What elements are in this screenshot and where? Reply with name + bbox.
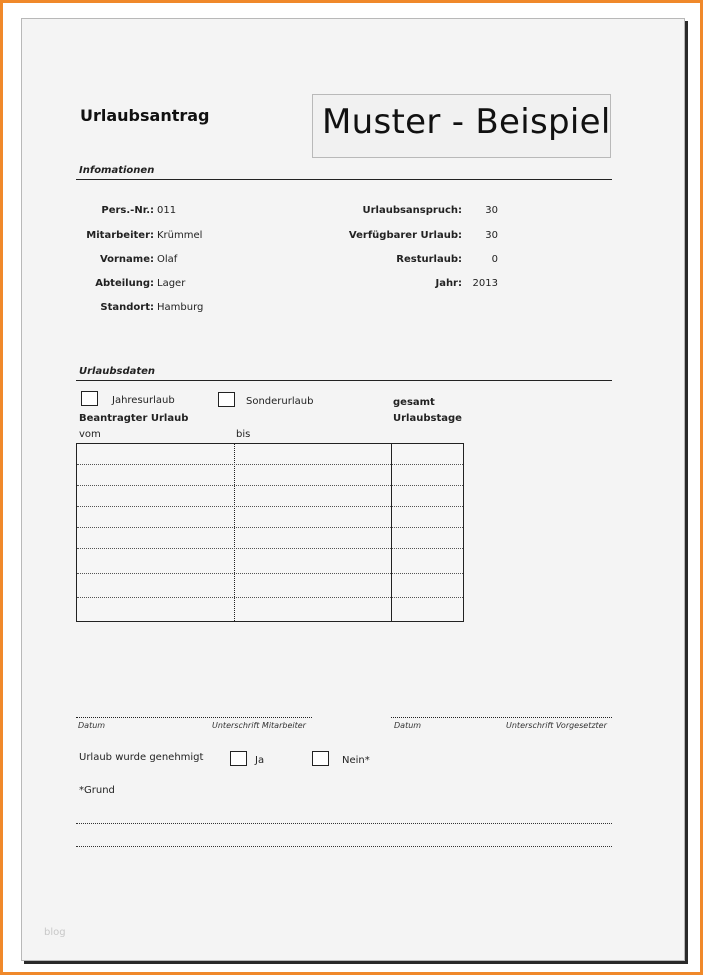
label-standort: Standort: bbox=[100, 302, 154, 313]
label-urlaubstage: Urlaubstage bbox=[393, 413, 462, 424]
label-approval-question: Urlaub wurde genehmigt bbox=[79, 752, 204, 763]
label-jahr: Jahr: bbox=[435, 278, 462, 289]
label-signature-supervisor: Unterschrift Vorgesetzter bbox=[506, 721, 607, 730]
label-verfuegbarer-urlaub: Verfügbarer Urlaub: bbox=[348, 230, 462, 241]
table-row bbox=[77, 506, 463, 507]
value-verfuegbarer-urlaub: 30 bbox=[485, 230, 498, 241]
table-row bbox=[77, 527, 463, 528]
value-jahr: 2013 bbox=[472, 278, 498, 289]
label-gesamt: gesamt bbox=[393, 397, 435, 408]
column-bis: bis bbox=[236, 429, 251, 440]
vacation-dates-table bbox=[76, 443, 464, 622]
value-vorname: Olaf bbox=[157, 254, 178, 265]
table-row bbox=[77, 597, 463, 598]
sample-stamp bbox=[312, 94, 611, 158]
value-urlaubsanspruch: 30 bbox=[485, 205, 498, 216]
table-row bbox=[77, 548, 463, 549]
signature-line-supervisor bbox=[391, 717, 612, 718]
label-reason: *Grund bbox=[79, 785, 115, 796]
table-divider-from-to bbox=[234, 444, 235, 621]
value-standort: Hamburg bbox=[157, 302, 204, 313]
reason-line-1 bbox=[76, 823, 612, 824]
column-vom: vom bbox=[79, 429, 101, 440]
form-page bbox=[21, 18, 685, 961]
label-approved-no: Nein* bbox=[342, 755, 370, 766]
section-dates-heading: Urlaubsdaten bbox=[79, 366, 156, 377]
label-jahresurlaub: Jahresurlaub bbox=[112, 395, 175, 406]
reason-line-2 bbox=[76, 846, 612, 847]
form-title: Urlaubsantrag bbox=[80, 106, 210, 125]
table-row bbox=[77, 573, 463, 574]
label-sonderurlaub: Sonderurlaub bbox=[246, 396, 314, 407]
section-dates-rule bbox=[76, 380, 612, 381]
value-resturlaub: 0 bbox=[491, 254, 498, 265]
value-pers-nr: 011 bbox=[157, 205, 177, 216]
label-mitarbeiter: Mitarbeiter: bbox=[86, 230, 154, 241]
checkbox-jahresurlaub[interactable] bbox=[81, 391, 98, 406]
value-mitarbeiter: Krümmel bbox=[157, 230, 203, 241]
label-vorname: Vorname: bbox=[99, 254, 154, 265]
checkbox-approved-yes[interactable] bbox=[230, 751, 247, 766]
checkbox-sonderurlaub[interactable] bbox=[218, 392, 235, 407]
label-date-right: Datum bbox=[394, 721, 422, 730]
table-row bbox=[77, 485, 463, 486]
signature-line-employee bbox=[76, 717, 312, 718]
label-beantragter-urlaub: Beantragter Urlaub bbox=[79, 413, 189, 424]
section-info-heading: Infomationen bbox=[79, 165, 155, 176]
watermark-text: blog bbox=[44, 927, 66, 938]
section-info-rule bbox=[76, 179, 612, 180]
label-pers-nr: Pers.-Nr.: bbox=[101, 205, 154, 216]
sample-stamp-text: Muster - Beispiel bbox=[322, 102, 611, 142]
label-approved-yes: Ja bbox=[255, 755, 265, 766]
value-abteilung: Lager bbox=[157, 278, 186, 289]
table-divider-total bbox=[391, 444, 392, 621]
label-signature-employee: Unterschrift Mitarbeiter bbox=[212, 721, 306, 730]
checkbox-approved-no[interactable] bbox=[312, 751, 329, 766]
label-resturlaub: Resturlaub: bbox=[396, 254, 462, 265]
table-row bbox=[77, 464, 463, 465]
label-abteilung: Abteilung: bbox=[95, 278, 154, 289]
label-date-left: Datum bbox=[78, 721, 106, 730]
label-urlaubsanspruch: Urlaubsanspruch: bbox=[362, 205, 462, 216]
